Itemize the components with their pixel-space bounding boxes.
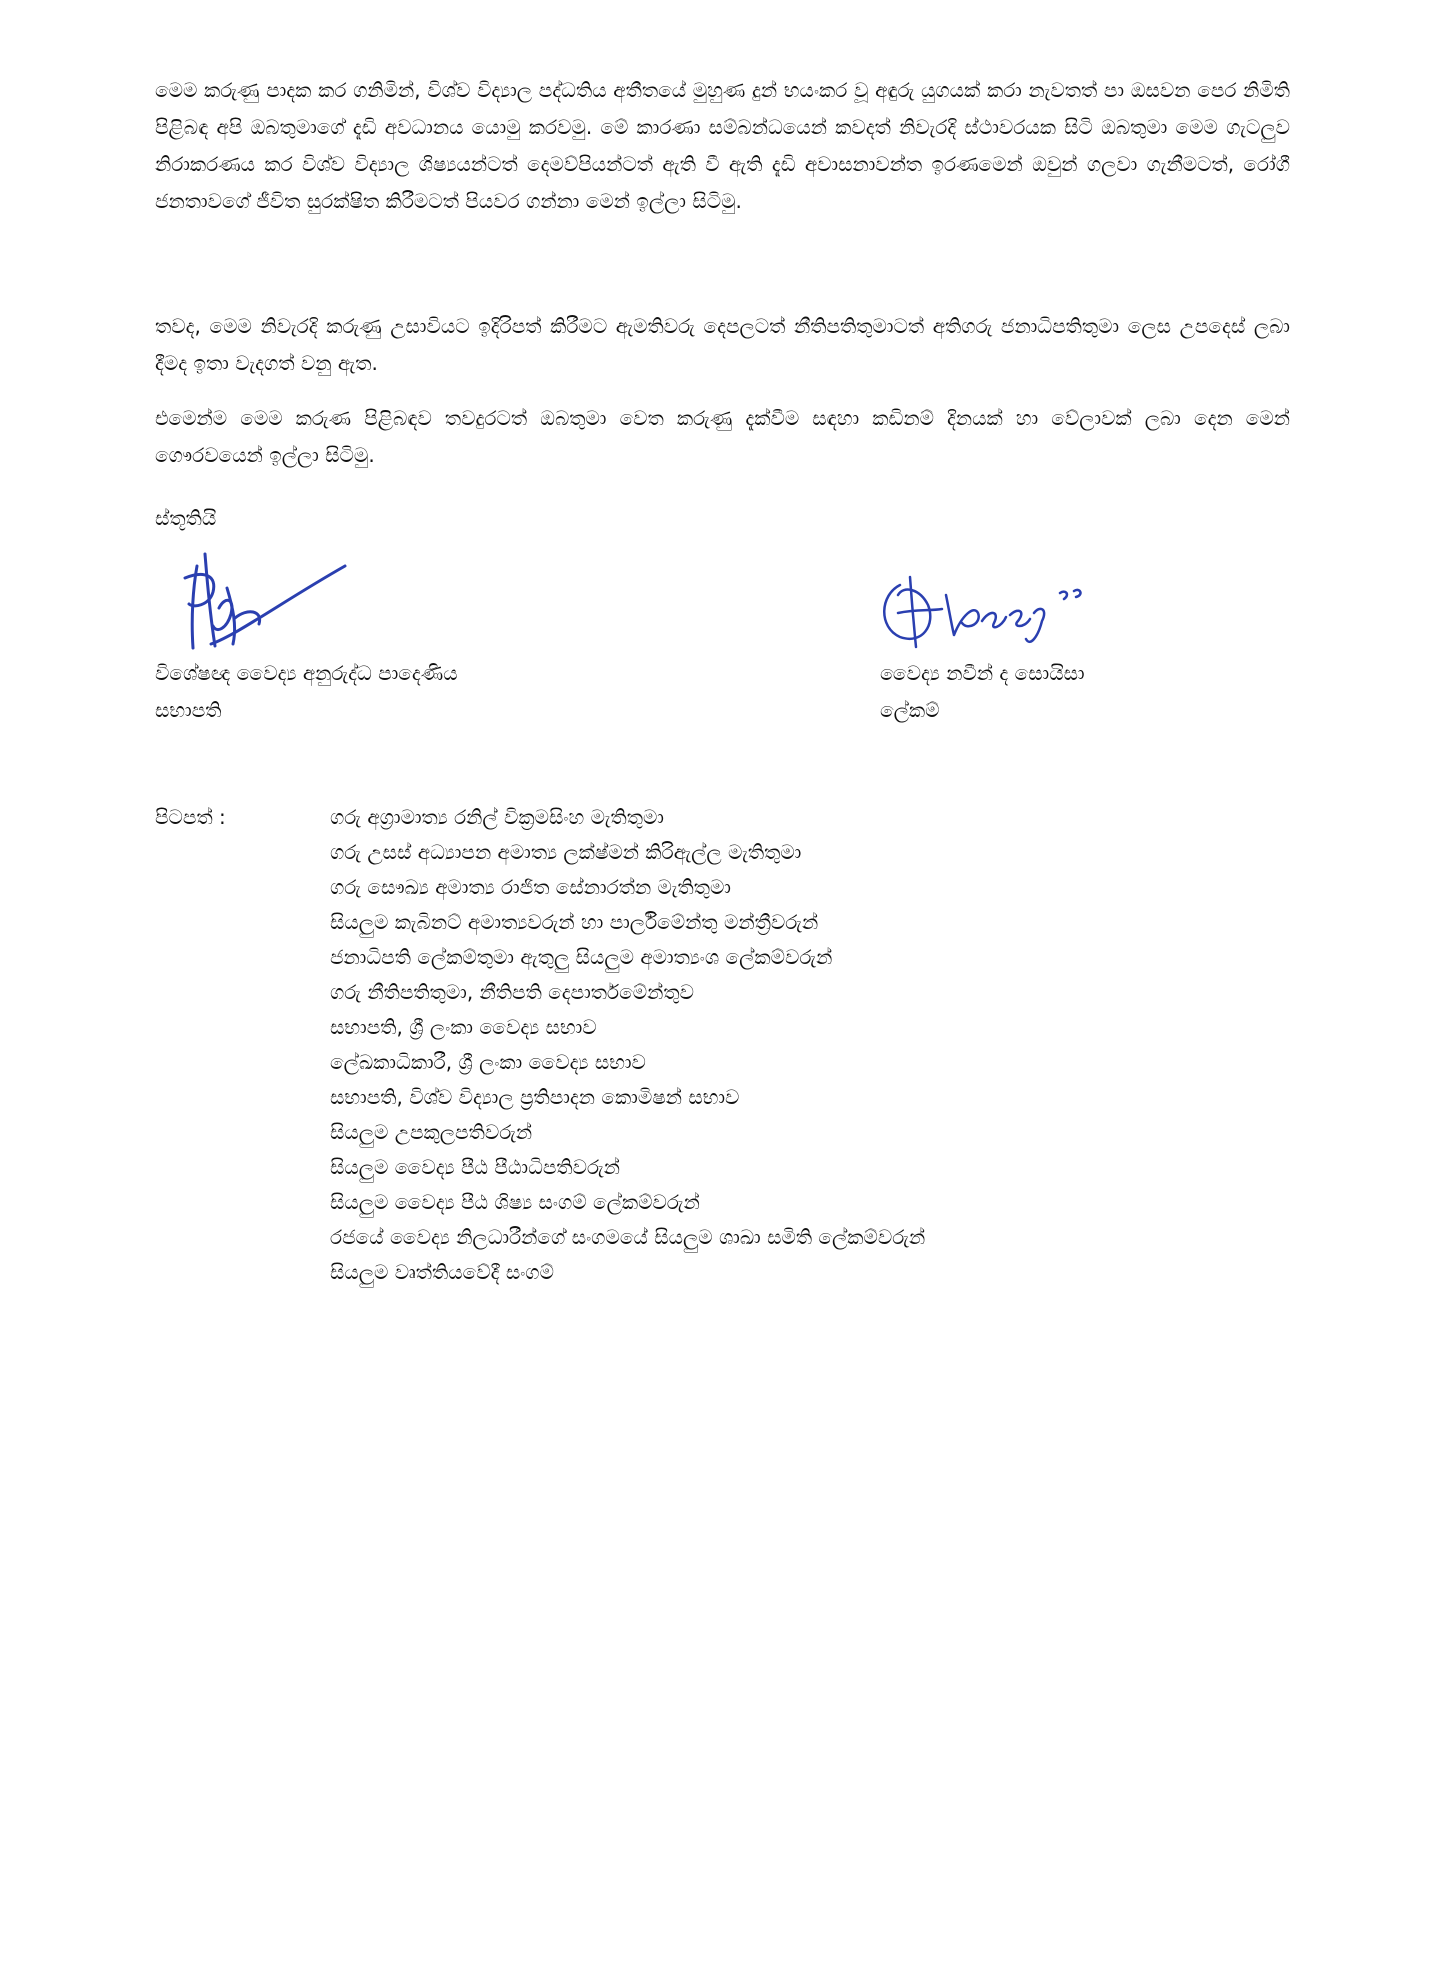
body-paragraph-3: එමෙන්ම මෙම කරුණ පිළිබඳව තවදුරටත් ඔබතුමා වෙත කරුණු දැක්වීම සඳහා කඩිනම් දිනයක් හා වේලාවක් ලබා දෙන මෙන් ගෞරවයෙන් ඉල්ලා සිටිමු. (155, 406, 1290, 467)
list-item: ජනාධිපති ලේකම්තුමා ඇතුලු සියලුම අමාත්‍යංශ ලේකම්වරුන් (330, 945, 833, 969)
signatory-name: විශේෂඥ වෛද්‍ය අනුරුද්ධ පාදෙණිය (155, 661, 458, 685)
list-item: ගරු නීතිපතිතුමා, නීතිපති දෙපාර්තමේන්තුව (330, 980, 694, 1004)
secretary-signature-icon (870, 565, 1100, 655)
list-item: සභාපති, විශ්ව විද්‍යාල ප්‍රතිපාදන කොමිෂන් සභාව (330, 1085, 740, 1109)
signatory-title: ලේකම් (880, 698, 940, 722)
signatory-title: සභාපති (155, 698, 222, 722)
list-item: සියලුම උපකුලපතිවරුන් (330, 1120, 533, 1144)
signatory-name: වෛද්‍ය නවීන් ද සොයිසා (880, 661, 1085, 685)
copies-label: පිටපත් : (155, 805, 226, 829)
list-item: ගරු උසස් අධ්‍යාපන අමාත්‍ය ලක්ෂ්මන් කිරිඇල්ල මැතිතුමා (330, 840, 802, 864)
list-item: ලේඛකාධිකාරී, ශ්‍රී ලංකා වෛද්‍ය සභාව (330, 1050, 646, 1074)
list-item: රජයේ වෛද්‍ය නිලධාරීන්ගේ සංගමයේ සියලුම ශාඛා සමිති ලේකම්වරුන් (330, 1225, 926, 1249)
closing-thanks: ස්තූතියි (155, 506, 217, 530)
body-paragraph-1: මෙම කරුණු පාදක කර ගනිමින්, විශ්ව විද්‍යාල පද්ධතිය අතීතයේ මුහුණ දුන් භයංකර වූ අඳුරු යුගයක් කරා නැවතත් පා ඔසවන පෙර නිමිති පිළිබඳ අපි ඔබතුමාගේ දැඩි අවධානය යොමු කරවමු. මේ කාරණා සම්බන්ධයෙන් කවදත් නිවැරදි ස්ථාවරයක සිටි ඔබතුමා මෙම ගැටලුව නිරාකරණය කර විශ්ව විද්‍යාල ශිෂ්‍යයන්ටත් දෙමව්පියන්ටත් ඇති වී ඇති දැඩි අවාසනාවන්ත ඉරණමෙන් ඔවුන් ගලවා ගැනීමටත්, රෝගී ජනතාවගේ ජීවිත සුරක්ෂිත කිරීමටත් පියවර ගන්නා මෙන් ඉල්ලා සිටිමු. (155, 78, 1290, 213)
chairman-signature-icon (175, 548, 350, 658)
list-item: සභාපති, ශ්‍රී ලංකා වෛද්‍ය සභාව (330, 1015, 597, 1039)
list-item: සියලුම වෛද්‍ය පීඨ ශිෂ්‍ය සංගම් ලේකම්වරුන් (330, 1190, 700, 1214)
signatory-secretary (880, 655, 1085, 729)
list-item: සියලුම කැබිනට් අමාත්‍යවරුන් හා පාර්ලිමේන්තු මන්ත්‍රීවරුන් (330, 910, 819, 934)
copies-section (155, 800, 925, 1290)
body-paragraph-2: තවද, මෙම නිවැරදි කරුණු උසාවියට ඉදිරිපත් කිරීමට ඇමතිවරු දෙපලටත් නීතිපතිතුමාටත් අතිගරු ජනාධිපතිතුමා ලෙස උපදෙස් ලබා දීමද ඉතා වැදගත් වනු ඇත. (155, 314, 1290, 375)
list-item: ගරු අග්‍රාමාත්‍ය රනිල් වික්‍රමසිංහ මැතිතුමා (330, 805, 664, 829)
signatory-chairman (155, 655, 458, 729)
list-item: සියලුම වෘත්තියවේදී සංගම් (330, 1260, 554, 1284)
list-item: ගරු සෞඛ්‍ය අමාත්‍ය රාජිත සේනාරත්න මැතිතුමා (330, 875, 731, 899)
copies-list (330, 800, 925, 1290)
list-item: සියලුම වෛද්‍ය පීඨ පීඨාධිපතිවරුන් (330, 1155, 621, 1179)
